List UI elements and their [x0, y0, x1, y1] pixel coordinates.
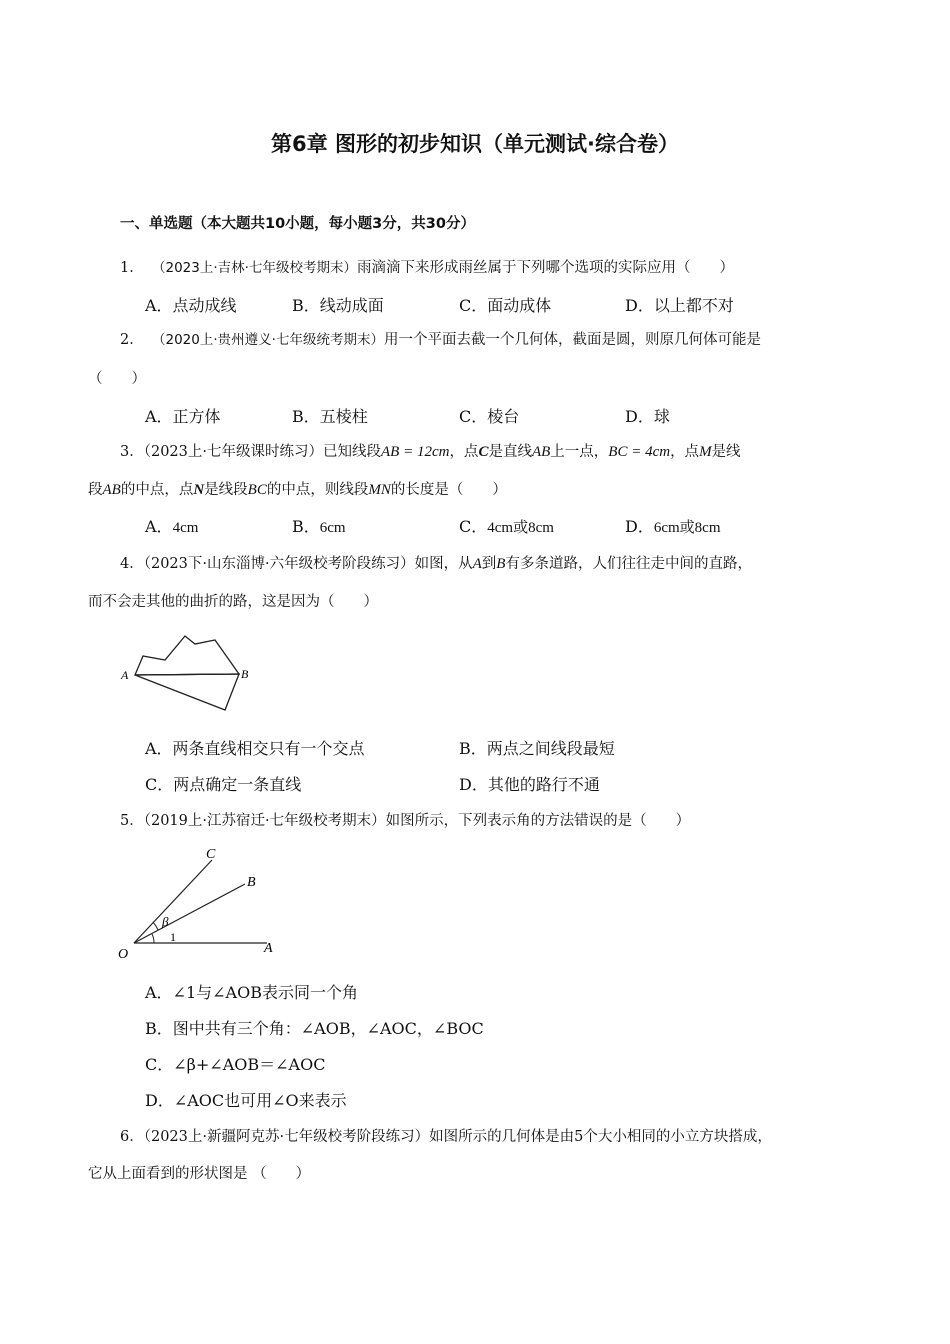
label-beta: β: [162, 914, 169, 929]
math-ab-length: AB = 12cm: [381, 444, 450, 460]
math-segment-bc: BC: [247, 482, 267, 498]
math-line-ab: AB: [531, 444, 551, 460]
question-text: 段: [88, 482, 103, 498]
option-b: [292, 514, 346, 537]
option-value: 4cm或8cm: [487, 520, 554, 536]
label-1: 1: [170, 930, 176, 944]
question-source: （2023上·七年级课时练习）: [143, 444, 323, 460]
angle-beta-arc: [153, 922, 158, 930]
label-o: O: [118, 947, 129, 962]
roads-figure: [115, 628, 265, 718]
option-d: D．∠AOC也可用∠O来表示: [145, 1091, 347, 1110]
question-3: [120, 440, 741, 461]
option-letter: C．: [459, 517, 488, 536]
question-6: [120, 1125, 772, 1146]
question-text: 的长度是（ ）: [390, 482, 507, 498]
option-value: 4cm: [172, 520, 199, 536]
option-c: C．两点确定一条直线: [145, 775, 302, 794]
question-source: （2023下·山东淄博·六年级校考阶段练习）: [143, 556, 415, 572]
question-text: 的中点，点: [120, 482, 194, 498]
math-point-n: N: [193, 482, 205, 498]
option-d: D．其他的路行不通: [459, 775, 600, 794]
option-a: A．点动成线: [145, 296, 237, 315]
math-point-m: M: [699, 444, 712, 460]
question-text-continued: 它从上面看到的形状图是 （ ）: [88, 1166, 311, 1182]
option-d: [625, 514, 721, 537]
angles-figure: [112, 842, 282, 962]
option-c: [459, 514, 554, 537]
option-value: 6cm: [319, 520, 346, 536]
option-a: A．两条直线相交只有一个交点: [145, 739, 365, 758]
question-2: [88, 322, 863, 358]
option-a: A．正方体: [145, 407, 221, 426]
option-c: C．棱台: [459, 407, 520, 426]
point-a-label: A: [121, 668, 129, 682]
option-c: C．面动成体: [459, 296, 552, 315]
option-letter: A．: [145, 517, 173, 536]
question-number: 2．: [120, 332, 144, 348]
question-text: 是线段: [204, 482, 248, 498]
page-title: 第6章 图形的初步知识（单元测试·综合卷）: [271, 132, 679, 156]
label-b: B: [247, 875, 256, 890]
question-text: 是线: [711, 444, 741, 460]
label-c: C: [206, 847, 216, 862]
option-b: B．五棱柱: [292, 407, 368, 426]
question-text: 如图所示的几何体是由5个大小相同的小立方块搭成，: [429, 1129, 772, 1145]
option-value: 6cm或8cm: [653, 520, 721, 536]
question-text: ，点: [449, 444, 479, 460]
question-source: （2020上·贵州遵义·七年级统考期末）: [152, 332, 384, 348]
question-source: （2023上·吉林·七年级校考期末）: [152, 260, 357, 276]
label-a: A: [264, 941, 273, 956]
math-point-a: A: [472, 556, 482, 572]
point-b-label: B: [241, 667, 249, 681]
math-point-b: B: [496, 556, 506, 572]
question-3-line-2: [88, 478, 507, 499]
question-text: 已知线段: [323, 444, 381, 460]
question-text: 是直线: [488, 444, 532, 460]
option-c: C．∠β+∠AOB＝∠AOC: [145, 1055, 326, 1074]
question-source: （2019上·江苏宿迁·七年级校考期末）: [143, 813, 386, 829]
question-1: [88, 250, 863, 286]
question-text: 如图所示，下列表示角的方法错误的是（ ）: [385, 813, 691, 829]
question-text: 的中点，则线段: [266, 482, 369, 498]
option-letter: D．: [625, 517, 654, 536]
math-point-c: C: [478, 444, 489, 460]
question-text: 有多条道路，人们往往走中间的直路，: [505, 556, 752, 572]
question-number: 1．: [120, 260, 144, 276]
math-segment-ab: AB: [102, 482, 121, 498]
question-text-continued: （ ）: [88, 371, 146, 387]
question-text: 到: [481, 556, 497, 572]
question-text: ，点: [670, 444, 700, 460]
winding-road-upper: [135, 636, 239, 675]
option-letter: B．: [292, 517, 320, 536]
question-text-continued: 而不会走其他的曲折的路，这是因为（ ）: [88, 594, 378, 610]
ray-ob: [134, 884, 245, 943]
question-text: 雨滴滴下来形成雨丝属于下列哪个选项的实际应用（ ）: [356, 260, 734, 276]
question-number: 6．: [120, 1129, 144, 1145]
option-d: D．球: [625, 407, 670, 426]
question-number: 5．: [120, 813, 144, 829]
question-5: [120, 809, 690, 830]
question-text: 上一点，: [550, 444, 609, 460]
option-b: B．两点之间线段最短: [459, 739, 615, 758]
question-text: 用一个平面去截一个几何体，截面是圆，则原几何体可能是: [383, 332, 761, 348]
option-b: B．线动成面: [292, 296, 384, 315]
straight-road: [135, 674, 239, 675]
option-a: [145, 514, 198, 537]
question-number: 3．: [120, 444, 144, 460]
question-number: 4．: [120, 556, 144, 572]
question-source: （2023上·新疆阿克苏·七年级校考阶段练习）: [143, 1129, 430, 1145]
math-segment-mn: MN: [368, 482, 391, 498]
question-4: [120, 552, 752, 573]
option-b: B．图中共有三个角：∠AOB，∠AOC，∠BOC: [145, 1019, 484, 1038]
option-a: A．∠1与∠AOB表示同一个角: [145, 983, 358, 1002]
question-text: 如图，从: [414, 556, 473, 572]
winding-road-lower: [135, 674, 239, 710]
math-bc-length: BC = 4cm: [608, 444, 671, 460]
option-d: D．以上都不对: [625, 296, 734, 315]
section-heading: 一、单选题（本大题共10小题，每小题3分，共30分）: [120, 216, 475, 232]
angle-1-arc: [152, 934, 154, 943]
